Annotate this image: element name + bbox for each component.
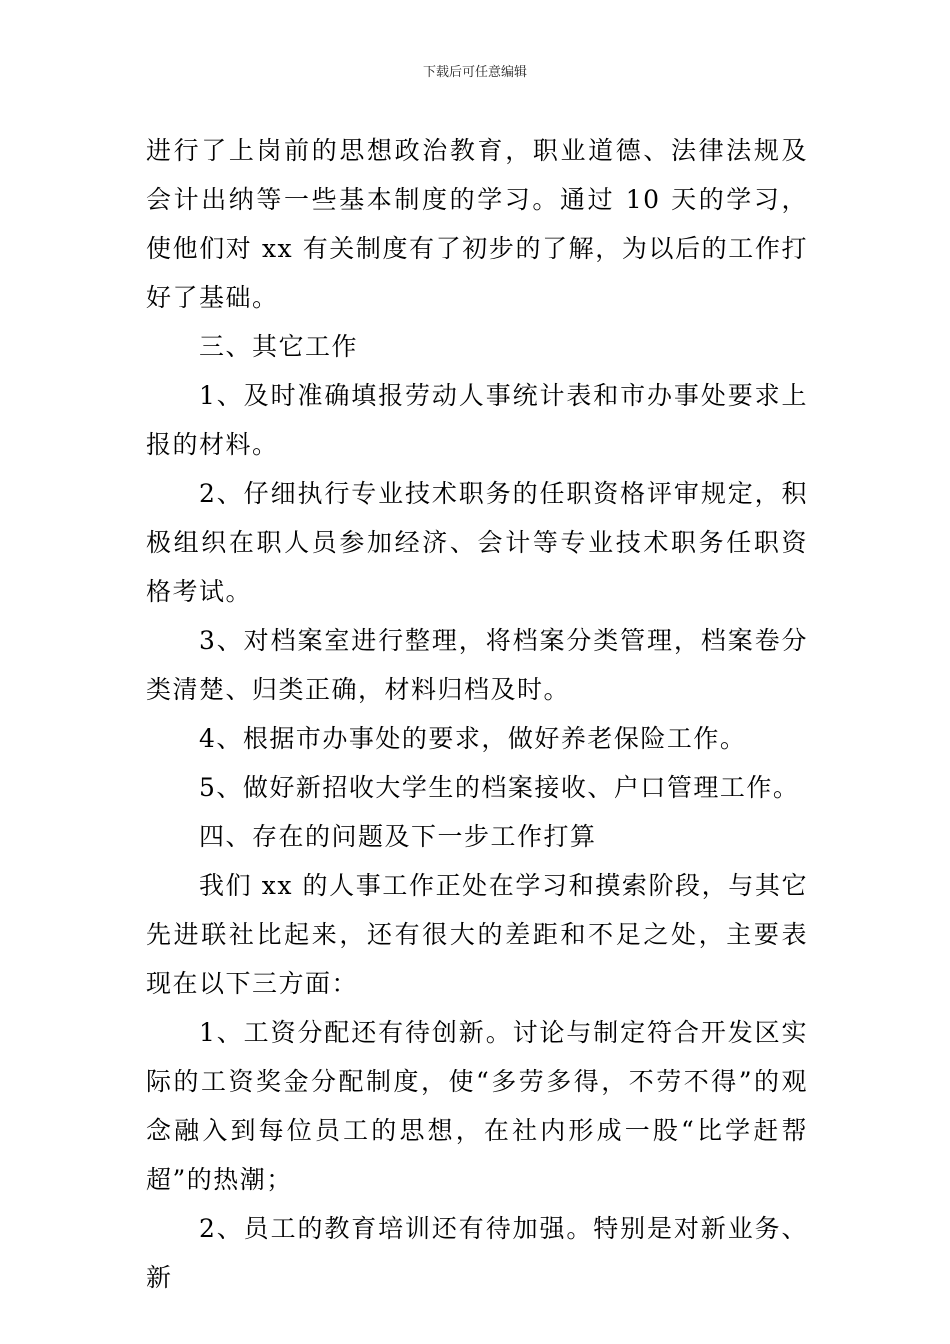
section-heading-other-work: 三、其它工作 xyxy=(199,332,359,361)
paragraph-continuation: 进行了上岗前的思想政治教育，职业道德、法律法规及会计出纳等一些基本制度的学习。通过 10 天的学习，使他们对 xx 有关制度有了初步的了解，为以后的工作打好了基础。 xyxy=(146,136,808,312)
list-item-2: 2、仔细执行专业技术职务的任职资格评审规定，积极组织在职人员参加经济、会计等专业技术职务任职资格考试。 xyxy=(146,479,808,606)
list-item-1: 1、及时准确填报劳动人事统计表和市办事处要求上报的材料。 xyxy=(146,381,808,459)
list-item-3: 3、对档案室进行整理，将档案分类管理，档案卷分类清楚、归类正确，材料归档及时。 xyxy=(146,626,808,704)
page-header: 下载后可任意编辑 xyxy=(422,65,527,80)
section-heading-problems: 四、存在的问题及下一步工作打算 xyxy=(199,822,597,851)
paragraph-problems-intro: 我们 xx 的人事工作正处在学习和摸索阶段，与其它先进联社比起来，还有很大的差距和不足之处，主要表现在以下三方面： xyxy=(146,871,808,998)
document-body xyxy=(146,126,808,1302)
problem-item-2: 2、员工的教育培训还有待加强。特别是对新业务、新 xyxy=(146,1214,808,1292)
problem-item-1: 1、工资分配还有待创新。讨论与制定符合开发区实际的工资奖金分配制度，使“多劳多得，不劳不得”的观念融入到每位员工的思想，在社内形成一股“比学赶帮超”的热潮； xyxy=(146,1018,808,1194)
list-item-4: 4、根据市办事处的要求，做好养老保险工作。 xyxy=(199,724,747,753)
list-item-5: 5、做好新招收大学生的档案接收、户口管理工作。 xyxy=(199,773,800,802)
